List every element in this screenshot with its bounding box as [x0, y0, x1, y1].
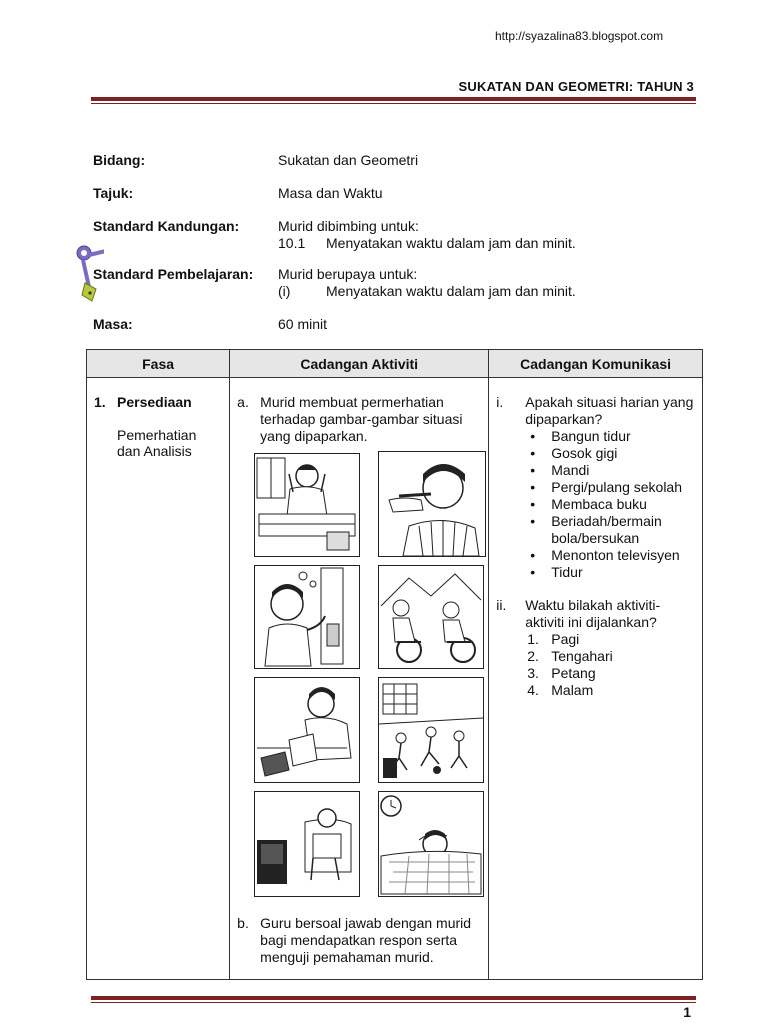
sk-number: 10.1 [278, 235, 306, 251]
header-aktiviti: Cadangan Aktiviti [230, 350, 489, 378]
footer-rule [91, 996, 696, 1003]
standard-kandungan-label: Standard Kandungan: [93, 218, 240, 234]
header-komunikasi: Cadangan Komunikasi [489, 350, 703, 378]
blog-url[interactable]: http://syazalina83.blogspot.com [495, 29, 664, 43]
komunikasi-ii-marker: ii. [496, 597, 507, 613]
numbered-item: Malam [551, 682, 594, 698]
aktiviti-a-line1: Murid membuat permerhatian [260, 394, 444, 410]
numbered-item: Pagi [551, 631, 580, 647]
sk-text: Menyatakan waktu dalam jam dan minit. [326, 235, 576, 251]
header-fasa: Fasa [87, 350, 230, 378]
picture-cycling-to-school [378, 565, 484, 669]
sp-text: Menyatakan waktu dalam jam dan minit. [326, 283, 576, 299]
bullet-item: Beriadah/bermain [551, 513, 662, 529]
komunikasi-ii-line2: aktiviti ini dijalankan? [525, 614, 657, 630]
bullet-dot: • [530, 428, 536, 444]
bullet-dot: • [530, 564, 536, 580]
bullet-dot: • [530, 445, 536, 461]
lesson-table [86, 349, 703, 980]
numbered-marker: 4. [527, 682, 539, 698]
bullet-item: Pergi/pulang sekolah [551, 479, 683, 495]
fasa-title: Persediaan [117, 394, 192, 410]
komunikasi-i-line1: Apakah situasi harian yang [525, 394, 694, 410]
bullet-dot: • [530, 479, 536, 495]
bullet-dot: • [530, 547, 536, 563]
sk-intro: Murid dibimbing untuk: [278, 218, 419, 234]
document-title: SUKATAN DAN GEOMETRI: TAHUN 3 [458, 79, 694, 94]
sp-number: (i) [278, 283, 291, 299]
picture-waking-up [254, 453, 360, 557]
numbered-marker: 1. [527, 631, 539, 647]
aktiviti-a-line3: yang dipaparkan. [260, 428, 368, 444]
picture-brushing-teeth [378, 451, 486, 557]
standard-kandungan-value [278, 218, 576, 252]
numbered-marker: 3. [527, 665, 539, 681]
page-number: 1 [683, 1004, 691, 1020]
bullet-item: Bangun tidur [551, 428, 631, 444]
bidang-label: Bidang: [93, 152, 146, 168]
bullet-dot: • [530, 513, 536, 529]
tajuk-label: Tajuk: [93, 185, 134, 201]
aktiviti-b-line1: Guru bersoal jawab dengan murid [260, 915, 472, 931]
aktiviti-a-line2: terhadap gambar-gambar situasi [260, 411, 463, 427]
picture-reading-book [254, 677, 360, 783]
bullet-item: Tidur [551, 564, 583, 580]
sp-intro: Murid berupaya untuk: [278, 266, 418, 282]
aktiviti-b-line3: menguji pemahaman murid. [260, 949, 434, 965]
aktiviti-b-marker: b. [237, 915, 249, 931]
aktiviti-cell [230, 378, 489, 980]
picture-watching-television [254, 791, 360, 897]
bullet-dot: • [530, 496, 536, 512]
bullet-item: Gosok gigi [551, 445, 618, 461]
masa-value: 60 minit [278, 316, 328, 332]
numbered-marker: 2. [527, 648, 539, 664]
picture-sleeping [378, 791, 484, 897]
bullet-item-continued: bola/bersukan [551, 530, 640, 546]
fasa-number: 1. [94, 394, 106, 410]
bullet-item: Menonton televisyen [551, 547, 680, 563]
bullet-item: Mandi [551, 462, 590, 478]
komunikasi-cell [489, 378, 703, 980]
standard-pembelajaran-value [278, 266, 576, 300]
standard-pembelajaran-label: Standard Pembelajaran: [93, 266, 254, 282]
fasa-cell [87, 378, 230, 980]
komunikasi-ii-line1: Waktu bilakah aktiviti- [525, 597, 661, 613]
numbered-item: Tengahari [551, 648, 613, 664]
komunikasi-i-line2: dipaparkan? [525, 411, 603, 427]
picture-bathing [254, 565, 360, 669]
bullet-item: Membaca buku [551, 496, 647, 512]
bullet-dot: • [530, 462, 536, 478]
tajuk-value: Masa dan Waktu [278, 185, 383, 201]
komunikasi-i-marker: i. [496, 394, 504, 410]
numbered-item: Petang [551, 665, 596, 681]
bidang-value: Sukatan dan Geometri [278, 152, 419, 168]
aktiviti-b-line2: bagi mendapatkan respon serta [260, 932, 458, 948]
header-rule [91, 97, 696, 104]
aktiviti-a-marker: a. [237, 394, 249, 410]
picture-playing-football [378, 677, 484, 783]
fasa-sub1: Pemerhatian [117, 427, 197, 443]
masa-label: Masa: [93, 316, 133, 332]
fasa-sub2: dan Analisis [117, 443, 192, 459]
